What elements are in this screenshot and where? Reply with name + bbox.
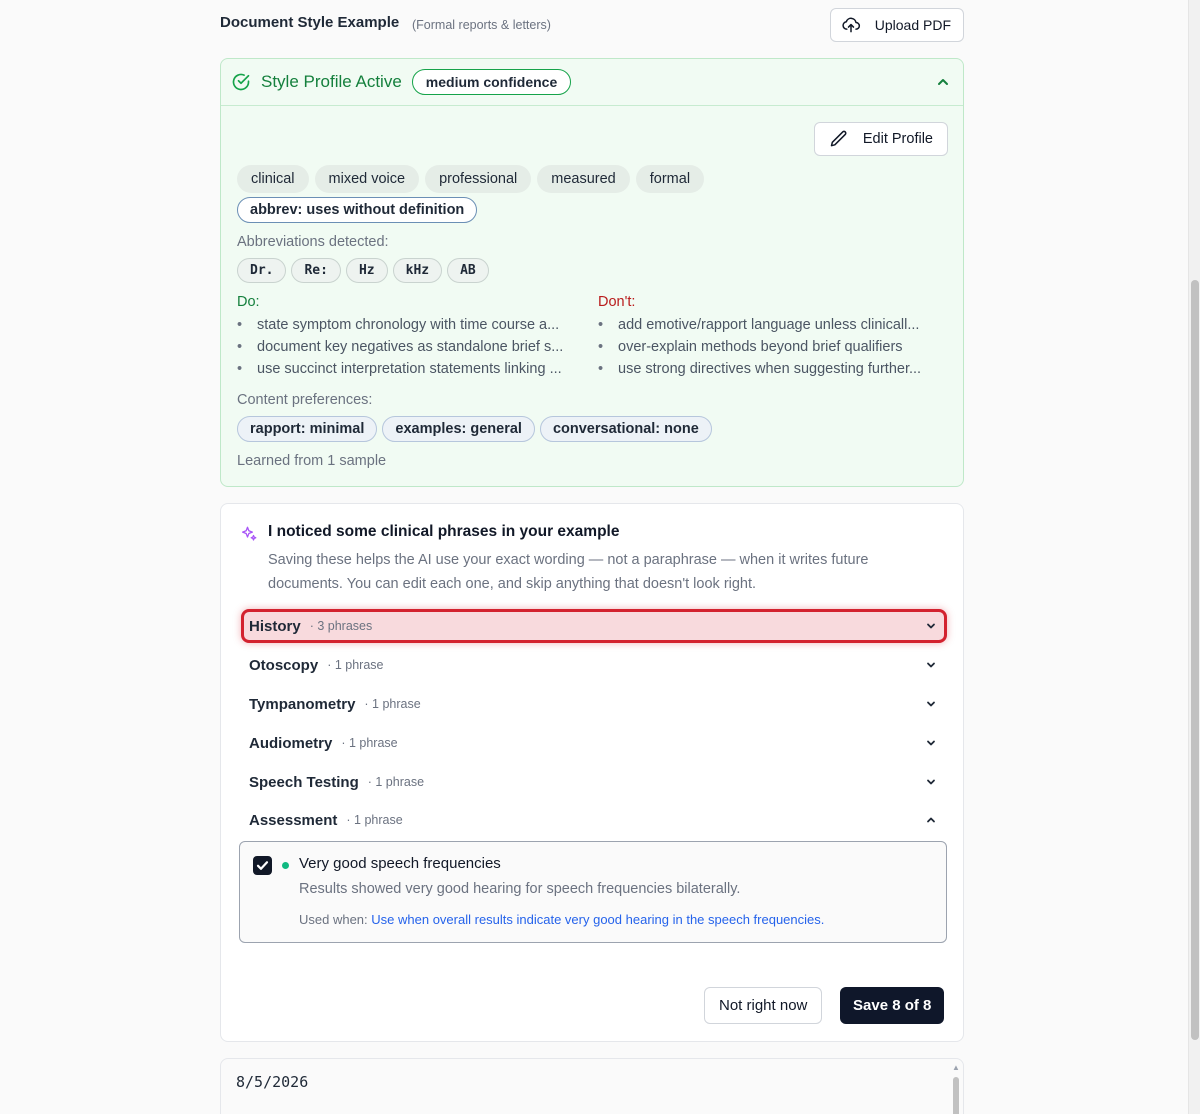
clinical-phrases-panel (220, 503, 964, 1042)
abbreviation-chip: Hz (346, 258, 388, 283)
phrase-checkbox[interactable] (253, 856, 272, 875)
used-when-label: Used when: (299, 912, 368, 927)
accordion-section-name: Audiometry (249, 734, 333, 752)
content-preferences-label: Content preferences: (237, 392, 373, 408)
check-circle-icon (231, 72, 251, 92)
style-tag: mixed voice (315, 165, 420, 193)
do-item: • document key negatives as standalone brief s... (237, 339, 593, 361)
dont-item: • over-explain methods beyond brief qualifiers (598, 339, 954, 361)
content-preference-chip: examples: general (382, 416, 535, 442)
chevron-up-icon[interactable] (935, 74, 951, 90)
accordion-otoscopy[interactable] (241, 648, 947, 682)
do-heading: Do: (237, 294, 260, 310)
document-style-title: Document Style Example (220, 14, 400, 31)
style-tag: measured (537, 165, 629, 193)
abbreviation-chip: kHz (393, 258, 442, 283)
chevron-down-icon (925, 659, 937, 671)
report-date: 8/5/2026 (236, 1073, 309, 1091)
chevron-down-icon (925, 737, 937, 749)
chevron-down-icon (925, 698, 937, 710)
style-tag: professional (425, 165, 531, 193)
sparkles-icon (240, 525, 258, 543)
accordion-section-name: History (249, 617, 301, 635)
text-area-scrollbar[interactable] (949, 1059, 963, 1114)
main-column (220, 0, 964, 1091)
abbreviation-chip: Dr. (237, 258, 286, 283)
not-right-now-button[interactable]: Not right now (704, 987, 822, 1024)
phrase-text[interactable]: Results showed very good hearing for speech frequencies bilaterally. (299, 881, 741, 897)
abbreviation-chip: AB (447, 258, 489, 283)
style-tags (237, 165, 704, 193)
report-text-area[interactable] (220, 1058, 964, 1114)
dont-list (598, 317, 954, 383)
style-tag: formal (636, 165, 704, 193)
pencil-icon (829, 129, 849, 149)
dont-heading: Don't: (598, 294, 636, 310)
do-item: • state symptom chronology with time course a... (237, 317, 593, 339)
style-profile-panel (220, 58, 964, 487)
accordion-section-name: Assessment (249, 811, 338, 829)
document-style-subtitle: (Formal reports & letters) (412, 18, 551, 32)
cloud-upload-icon (841, 15, 861, 35)
clinical-phrases-description: Saving these helps the AI use your exact wording — not a paraphrase — when it writes future documents. You can edit each one, and skip anything that doesn't look right. (268, 552, 869, 592)
accordion-phrase-count: · 1 phrase (327, 658, 384, 672)
accordion-phrase-count: · 1 phrase (346, 813, 403, 827)
accordion-tympanometry[interactable] (241, 687, 947, 721)
accordion-audiometry[interactable] (241, 726, 947, 760)
learned-from-text: Learned from 1 sample (237, 453, 387, 469)
save-phrases-button[interactable]: Save 8 of 8 (840, 987, 944, 1024)
accordion-history[interactable] (241, 609, 947, 643)
dont-item: • use strong directives when suggesting further... (598, 361, 954, 383)
phrase-used-when (299, 912, 824, 927)
confidence-badge: medium confidence (412, 69, 571, 95)
upload-pdf-label: Upload PDF (874, 17, 951, 33)
accordion-phrase-count: · 1 phrase (367, 775, 425, 789)
abbrev-usage-tag: abbrev: uses without definition (237, 197, 477, 223)
accordion-speech-testing[interactable] (241, 765, 947, 799)
upload-pdf-button[interactable] (830, 8, 964, 42)
phrase-title[interactable]: Very good speech frequencies (299, 855, 501, 872)
accordion-phrase-count: · 1 phrase (341, 736, 398, 750)
dont-item: • add emotive/rapport language unless clinicall... (598, 317, 954, 339)
scroll-up-arrow-icon[interactable]: ▲ (952, 1063, 960, 1072)
accordion-assessment[interactable] (241, 803, 947, 837)
chevron-up-icon (925, 814, 937, 826)
accordion-section-name: Speech Testing (249, 773, 359, 791)
document-style-header (220, 0, 964, 58)
used-when-value[interactable]: Use when overall results indicate very good hearing in the speech frequencies. (371, 912, 825, 927)
do-item: • use succinct interpretation statements linking ... (237, 361, 593, 383)
abbreviation-chip: Re: (291, 258, 340, 283)
accordion-phrase-count: · 3 phrases (309, 619, 373, 633)
content-preference-chip: rapport: minimal (237, 416, 377, 442)
do-list (237, 317, 593, 383)
checkmark-icon (253, 856, 272, 875)
status-dot (282, 862, 289, 869)
chevron-down-icon (925, 776, 937, 788)
accordion-section-name: Otoscopy (249, 656, 319, 674)
style-tag: clinical (237, 165, 309, 193)
accordion-phrase-count: · 1 phrase (364, 697, 421, 711)
style-profile-title: Style Profile Active (261, 72, 402, 91)
accordion-section-name: Tympanometry (249, 695, 356, 713)
content-preferences-list (237, 416, 712, 442)
page-scrollbar-thumb[interactable] (1191, 280, 1199, 1040)
chevron-down-icon (925, 620, 937, 632)
abbreviations-list (237, 258, 489, 283)
edit-profile-label: Edit Profile (862, 131, 933, 147)
page-scrollbar[interactable] (1188, 0, 1200, 1114)
content-preference-chip: conversational: none (540, 416, 712, 442)
clinical-phrases-title: I noticed some clinical phrases in your example (268, 523, 620, 540)
edit-profile-button[interactable] (814, 122, 948, 156)
text-area-scrollbar-thumb[interactable] (953, 1077, 959, 1114)
phrase-card (239, 841, 947, 943)
abbreviations-label: Abbreviations detected: (237, 234, 389, 250)
style-profile-header[interactable] (221, 59, 963, 106)
